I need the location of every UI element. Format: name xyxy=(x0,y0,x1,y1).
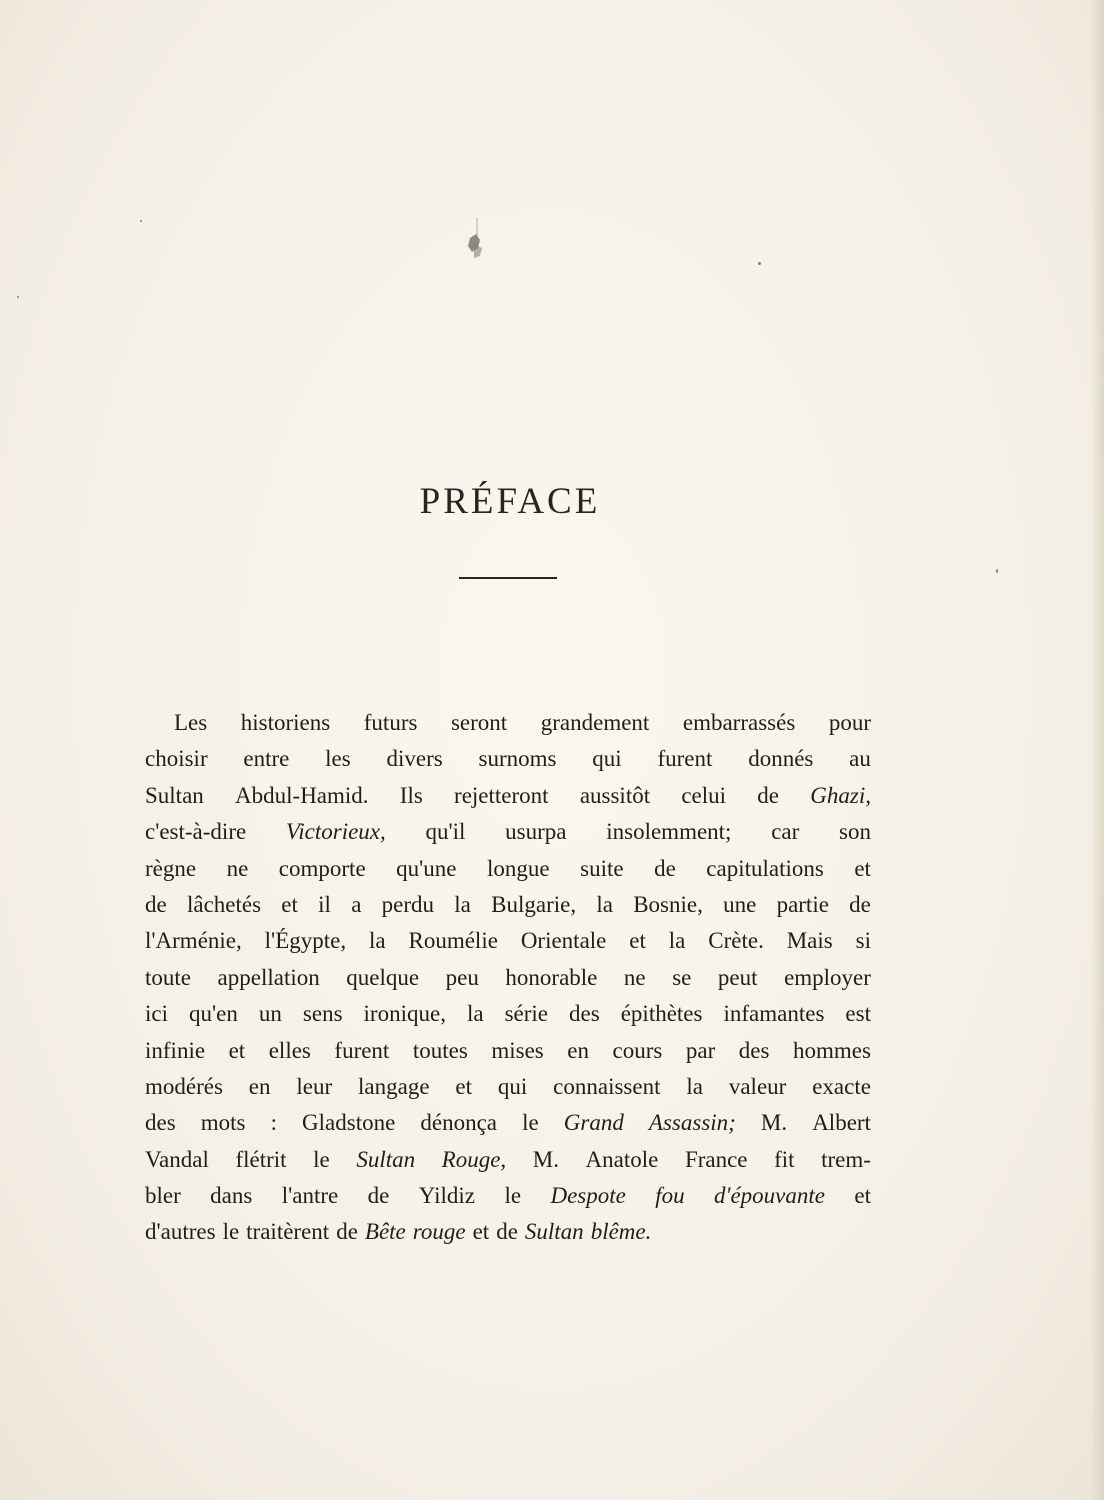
word: leur xyxy=(296,1073,333,1099)
word: le xyxy=(522,1110,539,1136)
word: qu'une xyxy=(396,855,457,881)
word: une xyxy=(723,891,757,917)
word: la xyxy=(668,928,686,954)
word: insolemment; xyxy=(606,819,732,845)
text-line xyxy=(145,778,871,814)
word: et xyxy=(629,928,646,954)
word: fou xyxy=(655,1183,685,1209)
word: Vandal xyxy=(145,1146,209,1172)
text-line xyxy=(145,741,871,777)
title-rule xyxy=(459,577,557,579)
word: infinie xyxy=(145,1037,206,1063)
word: de xyxy=(496,1219,518,1245)
word: seront xyxy=(450,710,508,735)
paper-speck xyxy=(996,569,998,573)
word: donnés xyxy=(748,746,814,772)
word: valeur xyxy=(728,1073,787,1099)
word: d'épouvante xyxy=(714,1183,825,1209)
word: qu'en xyxy=(189,1001,238,1027)
word: modérés xyxy=(145,1073,223,1099)
word: comporte xyxy=(278,855,366,881)
word: la xyxy=(686,1073,703,1099)
word: Bulgarie, xyxy=(491,891,577,917)
word: lâchetés xyxy=(186,891,262,917)
word: Anatole xyxy=(585,1146,659,1172)
page-title: PRÉFACE xyxy=(419,481,601,522)
word: peu xyxy=(445,964,479,990)
word: rejetteront xyxy=(454,782,549,808)
word: aussitôt xyxy=(579,782,651,808)
word: ne xyxy=(623,964,646,990)
word: peut xyxy=(717,964,758,990)
word: surnoms xyxy=(478,746,557,772)
word: infamantes xyxy=(723,1001,825,1027)
word: car xyxy=(771,819,800,845)
word: langage xyxy=(358,1073,430,1099)
word: Despote xyxy=(550,1183,626,1209)
word: quelque xyxy=(346,964,420,990)
word: ironique, xyxy=(363,1001,446,1027)
word: : xyxy=(270,1110,277,1136)
word: série xyxy=(504,1001,549,1027)
word: Bête xyxy=(364,1219,406,1245)
word: dans xyxy=(210,1183,253,1209)
word: d'autres xyxy=(145,1219,216,1245)
word: l'Égypte, xyxy=(264,928,347,954)
word: et xyxy=(854,855,871,881)
word: Roumélie xyxy=(408,928,498,954)
word: furent xyxy=(334,1037,390,1063)
word: partie xyxy=(776,891,829,917)
word: Assassin; xyxy=(648,1110,736,1136)
word: le xyxy=(222,1219,240,1245)
word: de xyxy=(145,891,167,917)
word: épithètes xyxy=(620,1001,703,1027)
word: traitèrent xyxy=(246,1219,330,1245)
word: ici xyxy=(145,1001,168,1027)
word: futurs xyxy=(363,710,418,735)
word: qui xyxy=(497,1073,528,1099)
word: blême. xyxy=(590,1219,652,1245)
word: Victorieux, xyxy=(285,819,386,845)
word: rouge xyxy=(412,1219,466,1245)
word: des xyxy=(569,1001,600,1027)
word: toutes xyxy=(412,1037,468,1063)
word: mises xyxy=(491,1037,544,1063)
word: capitulations xyxy=(706,855,824,881)
word: celui xyxy=(681,782,727,808)
paper-speck xyxy=(140,220,142,222)
word: Orientale xyxy=(520,928,607,954)
word: flétrit xyxy=(235,1146,287,1172)
word: embarrassés xyxy=(682,710,796,735)
word: appellation xyxy=(217,964,320,990)
word: la xyxy=(454,891,471,917)
word: et xyxy=(455,1073,473,1099)
word: M. xyxy=(532,1146,559,1172)
text-line xyxy=(145,923,871,959)
word: choisir xyxy=(145,746,208,772)
word: employer xyxy=(784,964,871,990)
word: de xyxy=(849,891,871,917)
text-line xyxy=(145,1033,871,1069)
text-line xyxy=(145,996,871,1032)
word: Sultan xyxy=(356,1146,416,1172)
paper-speck xyxy=(17,296,19,298)
word: la xyxy=(368,928,386,954)
word: cours xyxy=(612,1037,663,1063)
word: règne xyxy=(145,855,197,881)
word: exacte xyxy=(812,1073,871,1099)
word: qu'il xyxy=(425,819,466,845)
preface-paragraph xyxy=(145,705,871,1251)
word: M. xyxy=(760,1110,788,1136)
word: grandement xyxy=(540,710,650,735)
text-line xyxy=(145,705,871,741)
word: usurpa xyxy=(505,819,567,845)
word: mots xyxy=(200,1110,246,1136)
word: Gladstone xyxy=(302,1110,396,1136)
word: un xyxy=(258,1001,282,1027)
word: elles xyxy=(268,1037,311,1063)
word: le xyxy=(504,1183,522,1209)
word: perdu xyxy=(381,891,435,917)
word: qui xyxy=(592,746,622,772)
text-line xyxy=(145,851,871,887)
word: la xyxy=(596,891,613,917)
word: Ghazi, xyxy=(810,782,871,808)
word: hommes xyxy=(792,1037,871,1063)
word: a xyxy=(351,891,362,917)
word: connaissent xyxy=(553,1073,661,1099)
word: son xyxy=(839,819,871,845)
paper-speck xyxy=(758,262,761,265)
word: sens xyxy=(302,1001,343,1027)
word: se xyxy=(672,964,692,990)
word: historiens xyxy=(240,710,331,735)
word: longue xyxy=(487,855,550,881)
word: de xyxy=(367,1183,390,1209)
text-line xyxy=(145,1178,871,1214)
word: trem- xyxy=(821,1146,871,1172)
text-line xyxy=(145,887,871,923)
page-edge-shadow xyxy=(1090,0,1104,1500)
ink-smudge-mark xyxy=(460,218,490,260)
word: des xyxy=(738,1037,770,1063)
word: entre xyxy=(243,746,290,772)
word: au xyxy=(849,746,871,772)
word: et xyxy=(281,891,298,917)
word: fit xyxy=(774,1146,795,1172)
text-line xyxy=(145,1214,871,1250)
text-line xyxy=(145,1142,871,1178)
word: France xyxy=(684,1146,748,1172)
word: il xyxy=(318,891,331,917)
word: l'antre xyxy=(281,1183,339,1209)
text-line xyxy=(145,814,871,850)
word: et xyxy=(228,1037,246,1063)
word: suite xyxy=(580,855,624,881)
word: dénonça xyxy=(420,1110,498,1136)
text-line xyxy=(145,1069,871,1105)
word: Sultan xyxy=(145,782,204,808)
word: de xyxy=(757,782,780,808)
word: ne xyxy=(226,855,249,881)
word: les xyxy=(325,746,351,772)
word: si xyxy=(855,928,871,954)
word: honorable xyxy=(505,964,598,990)
word: et xyxy=(854,1183,871,1209)
word: Ils xyxy=(399,782,423,808)
word: l'Arménie, xyxy=(145,928,242,954)
word: la xyxy=(466,1001,484,1027)
word: est xyxy=(845,1001,871,1027)
word: de xyxy=(654,855,676,881)
word: Les xyxy=(174,710,208,735)
word: de xyxy=(336,1219,358,1245)
word: et xyxy=(472,1219,490,1245)
word: Crète. xyxy=(708,928,764,954)
word: en xyxy=(248,1073,271,1099)
word: c'est-à-dire xyxy=(145,819,247,845)
word: des xyxy=(145,1110,176,1136)
word: Albert xyxy=(812,1110,871,1136)
word: le xyxy=(313,1146,330,1172)
word: furent xyxy=(657,746,713,772)
word: toute xyxy=(145,964,191,990)
word: divers xyxy=(386,746,443,772)
word: Mais xyxy=(786,928,833,954)
word: par xyxy=(685,1037,716,1063)
word: pour xyxy=(828,710,871,735)
word: Rouge, xyxy=(441,1146,507,1172)
word: Sultan xyxy=(524,1219,584,1245)
word: Grand xyxy=(563,1110,624,1136)
text-line xyxy=(145,960,871,996)
text-line xyxy=(145,1105,871,1141)
word: en xyxy=(567,1037,589,1063)
word: bler xyxy=(145,1183,181,1209)
word: Bosnie, xyxy=(633,891,703,917)
word: Abdul-Hamid. xyxy=(235,782,369,808)
word: Yildiz xyxy=(418,1183,476,1209)
